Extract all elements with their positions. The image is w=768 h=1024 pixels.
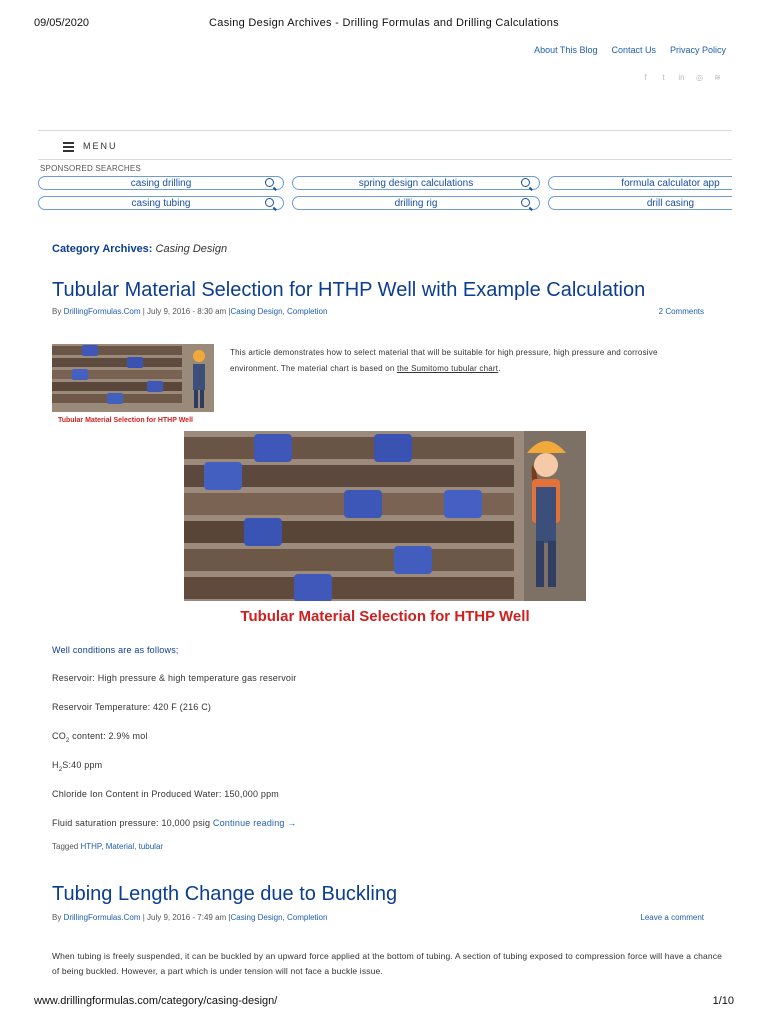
- search-icon: [521, 178, 530, 187]
- linkedin-icon[interactable]: in: [678, 73, 685, 82]
- condition-fluid-pressure: [52, 818, 297, 828]
- twitter-icon[interactable]: t: [662, 73, 665, 82]
- post-intro: [230, 345, 700, 377]
- divider: [38, 130, 732, 131]
- h2s-text: H: [52, 760, 59, 770]
- search-term: casing drilling: [130, 177, 192, 189]
- search-icon: [521, 198, 530, 207]
- category-link[interactable]: Casing Design: [230, 913, 283, 922]
- featured-image-caption: Tubular Material Selection for HTHP Well: [240, 608, 530, 625]
- comments-count: [659, 307, 704, 316]
- nav-link-about[interactable]: About This Blog: [534, 45, 598, 55]
- facebook-icon[interactable]: f: [644, 73, 647, 82]
- co2-value: content: 2.9% mol: [69, 731, 148, 741]
- sponsored-search-6[interactable]: [548, 196, 732, 210]
- co2-text: CO: [52, 731, 66, 741]
- meta-by: By: [52, 913, 62, 922]
- divider: [38, 159, 732, 160]
- nav-link-privacy[interactable]: Privacy Policy: [669, 45, 726, 55]
- condition-h2s: [52, 760, 102, 773]
- tagged-label: Tagged: [52, 842, 79, 851]
- meta-by: By: [52, 307, 62, 316]
- print-page-number: 1/10: [712, 995, 734, 1007]
- category-heading: [52, 243, 227, 255]
- comments-link[interactable]: 2 Comments: [658, 307, 704, 316]
- post-excerpt: When tubing is freely suspended, it can be buckled by an upward force applied at the bottom of tubing. A section of tubing exposed to compression force will have a chance of being buckled. However, a part which is under tension will not face a buckle issue.: [52, 951, 723, 976]
- sponsored-search-3[interactable]: [548, 176, 732, 190]
- tag-link[interactable]: Material: [105, 842, 135, 851]
- search-icon: [265, 198, 274, 207]
- category-link[interactable]: Completion: [286, 307, 328, 316]
- post-meta: [52, 913, 327, 922]
- print-url: www.drillingformulas.com/category/casing-design/: [34, 995, 278, 1007]
- category-prefix: Category Archives:: [52, 243, 153, 255]
- print-date: 09/05/2020: [34, 17, 90, 29]
- print-page-title: Casing Design Archives - Drilling Formulas and Drilling Calculations: [209, 17, 559, 29]
- search-term: casing tubing: [131, 197, 191, 209]
- h2s-value: S:40 ppm: [62, 760, 103, 770]
- intro-text-end: .: [498, 364, 501, 373]
- sponsored-search-4[interactable]: [38, 196, 284, 210]
- social-links: [641, 73, 722, 82]
- condition-chloride: Chloride Ion Content in Produced Water: 150,000 ppm: [52, 789, 279, 799]
- sumitomo-chart-link[interactable]: the Sumitomo tubular chart: [396, 364, 499, 373]
- post-tags: Tagged HTHP, Material, tubular: [52, 842, 164, 851]
- condition-reservoir: Reservoir: High pressure & high temperature gas reservoir: [52, 673, 297, 683]
- author-link[interactable]: DrillingFormulas.Com: [63, 307, 141, 316]
- post-title-link[interactable]: Tubing Length Change due to Buckling: [52, 883, 398, 905]
- search-term: drilling rig: [394, 197, 438, 209]
- hamburger-icon: [63, 142, 74, 151]
- search-term: spring design calculations: [358, 177, 474, 189]
- sponsored-search-2[interactable]: [292, 176, 540, 190]
- instagram-icon[interactable]: ◎: [696, 73, 703, 82]
- h2s-subscript: 2: [58, 766, 63, 773]
- sponsored-label: SPONSORED SEARCHES: [40, 164, 141, 173]
- post-date: | July 9, 2016 - 7:49 am |: [142, 913, 231, 922]
- condition-temperature: Reservoir Temperature: 420 F (216 C): [52, 702, 212, 712]
- post-date: | July 9, 2016 - 8:30 am |: [142, 307, 231, 316]
- search-term: drill casing: [646, 197, 695, 209]
- sponsored-search-1[interactable]: [38, 176, 284, 190]
- fluid-pressure-text: Fluid saturation pressure: 10,000 psig: [52, 818, 213, 828]
- meta-sep: ,: [282, 913, 285, 922]
- meta-sep: ,: [282, 307, 285, 316]
- leave-comment-link[interactable]: Leave a comment: [640, 913, 704, 922]
- comments-count: [640, 913, 704, 922]
- post-meta: [52, 307, 327, 316]
- tag-link[interactable]: tubular: [138, 842, 164, 851]
- tag-link[interactable]: HTHP: [80, 842, 102, 851]
- co2-subscript: 2: [65, 737, 70, 744]
- category-link[interactable]: Casing Design: [230, 307, 283, 316]
- continue-reading-link[interactable]: Continue reading →: [212, 818, 297, 828]
- menu-toggle[interactable]: [63, 141, 118, 151]
- search-icon: [265, 178, 274, 187]
- author-link[interactable]: DrillingFormulas.Com: [63, 913, 141, 922]
- search-term: formula calculator app: [621, 177, 720, 189]
- nav-link-contact[interactable]: Contact Us: [611, 45, 656, 55]
- intro-text: This article demonstrates how to select material that will be suitable for high pressure, high pressure and corrosive environment. The material chart is based on: [230, 348, 658, 373]
- category-name: Casing Design: [155, 243, 228, 255]
- top-nav: [534, 45, 726, 55]
- conditions-heading: Well conditions are as follows;: [52, 645, 179, 655]
- category-link[interactable]: Completion: [286, 913, 328, 922]
- sponsored-search-5[interactable]: [292, 196, 540, 210]
- thumbnail-caption: Tubular Material Selection for HTHP Well: [58, 417, 193, 424]
- post-title-link[interactable]: Tubular Material Selection for HTHP Well with Example Calculation: [52, 279, 646, 301]
- post-featured-image: [184, 431, 586, 627]
- menu-label: MENU: [83, 141, 118, 151]
- post-thumbnail[interactable]: [52, 344, 214, 426]
- rss-icon[interactable]: ≋: [714, 73, 721, 82]
- condition-co2: [52, 731, 148, 744]
